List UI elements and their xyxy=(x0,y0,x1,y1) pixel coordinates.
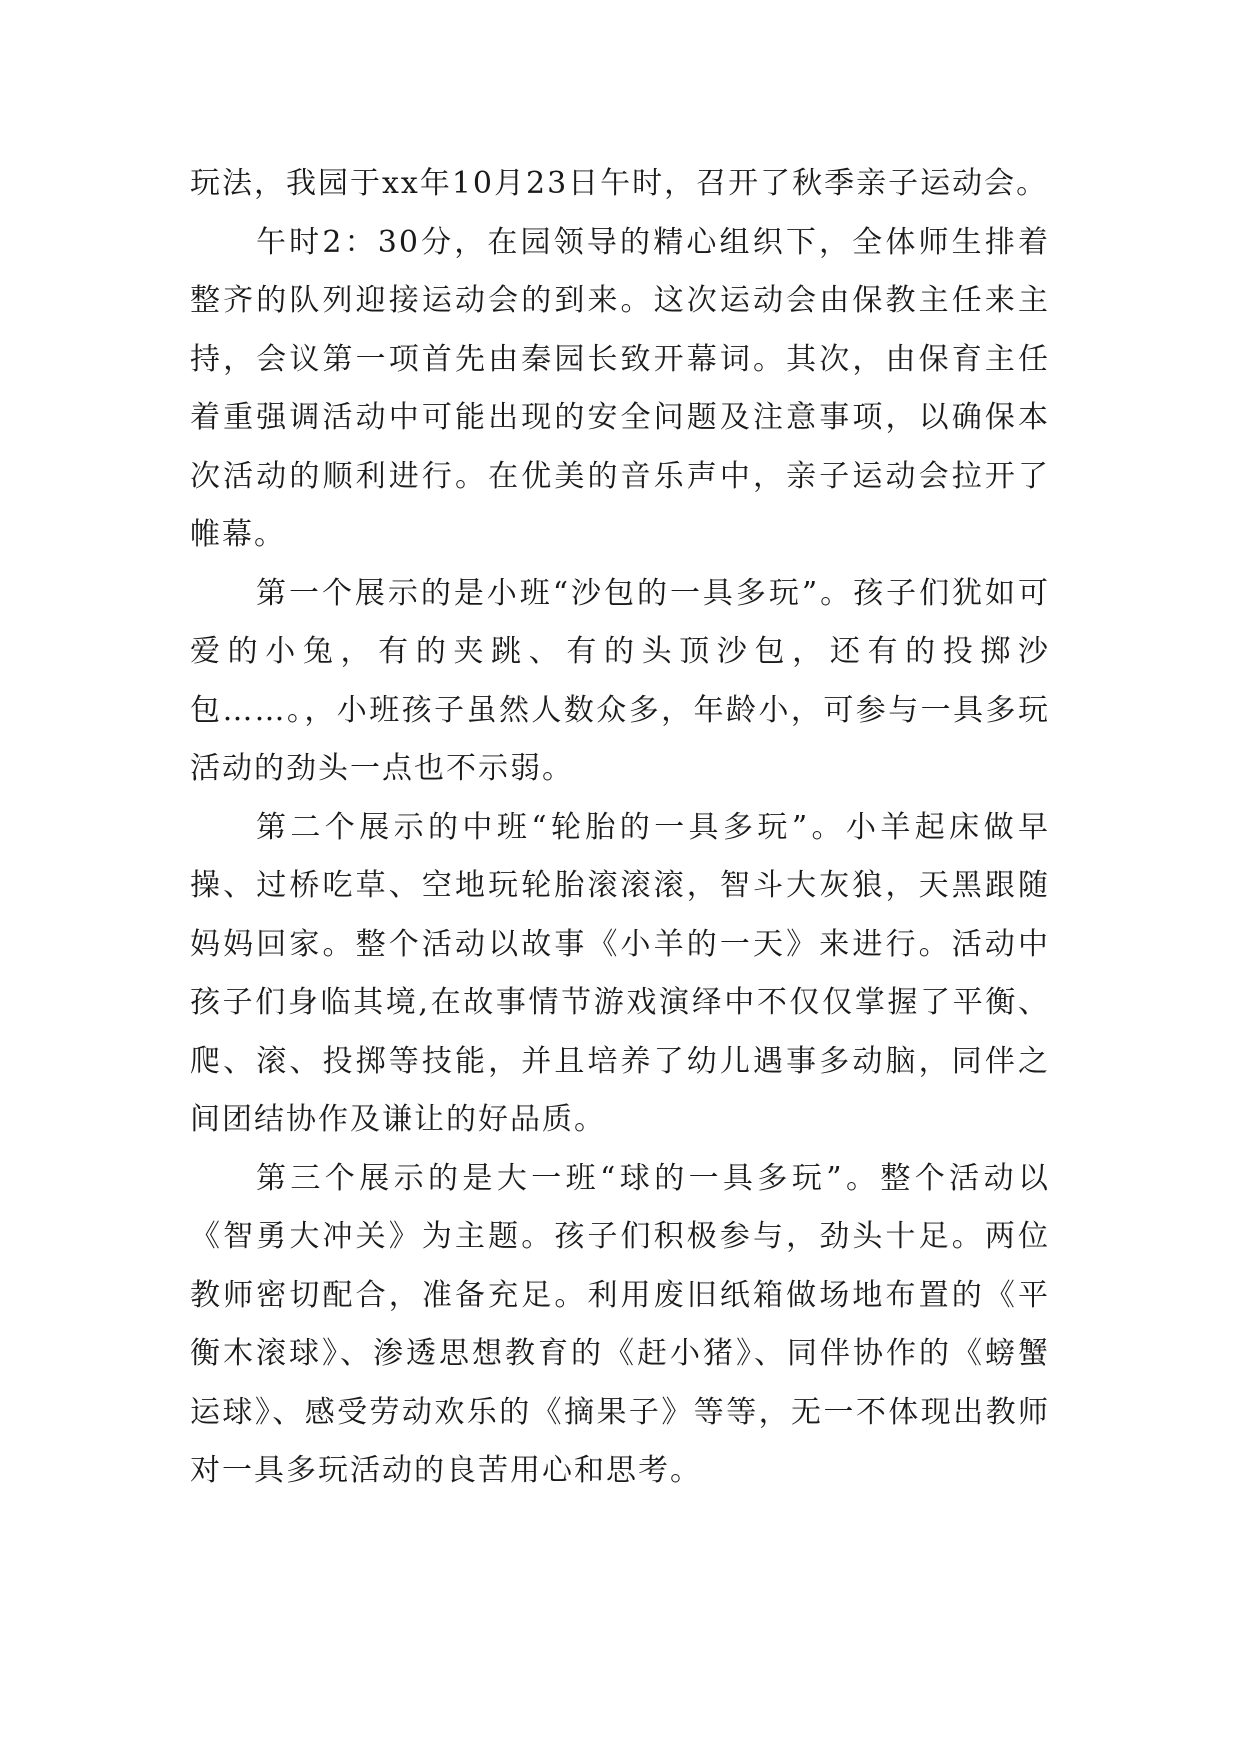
paragraph-4: 第二个展示的中班“轮胎的一具多玩”。小羊起床做早操、过桥吃草、空地玩轮胎滚滚滚，智斗大灰狼，天黑跟随妈妈回家。整个活动以故事《小羊的一天》来进行。活动中孩子们身临其境,在故事情节游戏演绎中不仅仅掌握了平衡、爬、滚、投掷等技能，并且培养了幼儿遇事多动脑，同伴之间团结协作及谦让的好品质。 xyxy=(190,809,1050,1137)
paragraph-5: 第三个展示的是大一班“球的一具多玩”。整个活动以《智勇大冲关》为主题。孩子们积极参与，劲头十足。两位教师密切配合，准备充足。利用废旧纸箱做场地布置的《平衡木滚球》、渗透思想教育的《赶小猪》、同伴协作的《螃蟹运球》、感受劳动欢乐的《摘果子》等等，无一不体现出教师对一具多玩活动的良苦用心和思考。 xyxy=(190,1160,1050,1488)
paragraph-1: 玩法，我园于xx年10月23日午时，召开了秋季亲子运动会。 xyxy=(190,166,1049,201)
paragraph-3: 第一个展示的是小班“沙包的一具多玩”。孩子们犹如可爱的小兔，有的夹跳、有的头顶沙包，还有的投掷沙包……。，小班孩子虽然人数众多，年龄小，可参与一具多玩活动的劲头一点也不示弱。 xyxy=(190,575,1050,786)
document-body xyxy=(190,155,1050,1501)
paragraph-2: 午时2：30分，在园领导的精心组织下，全体师生排着整齐的队列迎接运动会的到来。这次运动会由保教主任来主持，会议第一项首先由秦园长致开幕词。其次，由保育主任着重强调活动中可能出现的安全问题及注意事项，以确保本次活动的顺利进行。在优美的音乐声中，亲子运动会拉开了帷幕。 xyxy=(190,224,1050,552)
